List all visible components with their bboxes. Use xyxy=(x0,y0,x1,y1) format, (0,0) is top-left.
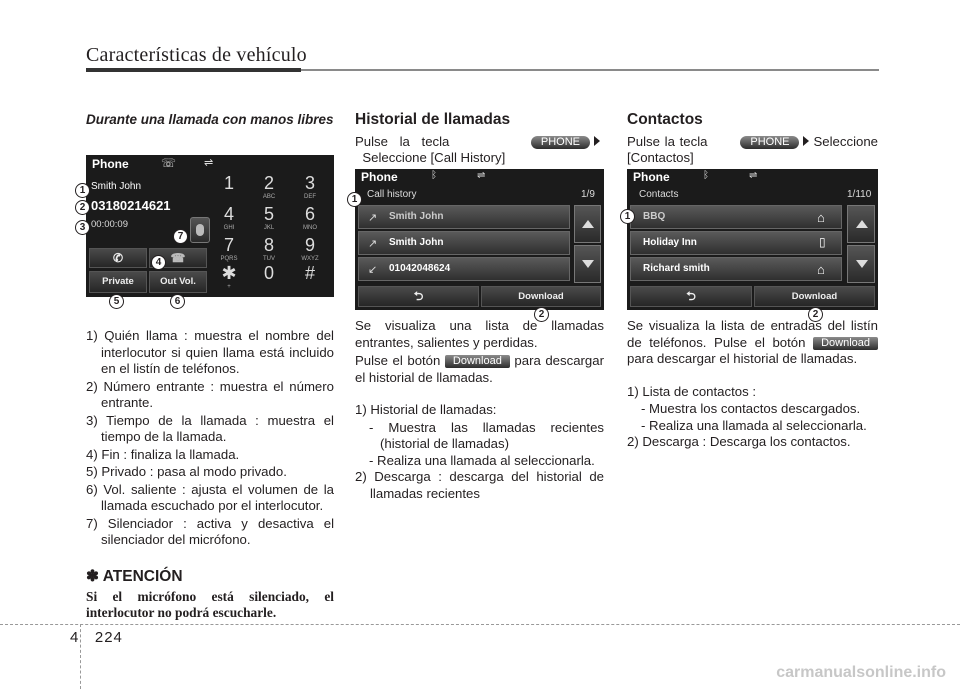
key-digit: ✱ xyxy=(221,263,237,283)
key-digit: 8 xyxy=(263,235,274,255)
section-heading-hands-free: Durante una llamada con manos libres xyxy=(86,112,334,127)
key-letters: MNO xyxy=(303,225,317,231)
scroll-up-button[interactable] xyxy=(574,205,601,243)
microphone-icon xyxy=(196,224,204,236)
intro-text-after: Seleccione [Call History] xyxy=(362,150,506,165)
arrow-right-icon xyxy=(803,136,809,146)
keypad-key[interactable] xyxy=(295,204,325,231)
list-item: 7) Silenciador : activa y desactiva el silenciador del micrófono. xyxy=(86,515,334,547)
end-call-button[interactable]: ☎ xyxy=(149,248,207,268)
watermark: carmanualsonline.info xyxy=(776,664,946,681)
mobile-icon: ▯ xyxy=(819,235,826,249)
description-text: Se visualiza una lista de llamadas entrantes, salientes y perdidas. xyxy=(355,318,604,350)
download-key-badge: Download xyxy=(445,355,510,368)
description-text: Se visualiza la lista de entradas del listín de teléfonos. Pulse el botón xyxy=(627,318,878,350)
intro-text: Pulse la tecla xyxy=(627,133,708,149)
download-button[interactable]: Download xyxy=(481,286,601,307)
list-item[interactable]: Smith John xyxy=(358,205,570,229)
call-icon: ↗ xyxy=(368,212,378,224)
back-button[interactable]: ⮌ xyxy=(358,286,479,307)
usb-icon: ⇌ xyxy=(749,170,758,181)
arrow-up-icon xyxy=(856,220,868,228)
key-digit: # xyxy=(304,263,315,283)
key-digit: 9 xyxy=(304,235,315,255)
callout-5: 5 xyxy=(109,294,124,309)
callout-2: 2 xyxy=(75,200,90,215)
screen-title: Phone xyxy=(633,170,670,184)
callout-3: 3 xyxy=(75,220,90,235)
key-digit: 0 xyxy=(263,263,274,283)
download-key-badge: Download xyxy=(813,337,878,350)
section-heading-call-history: Historial de llamadas xyxy=(355,111,511,128)
keypad-key[interactable] xyxy=(214,235,244,262)
screen-subtitle: Contacts xyxy=(639,189,679,200)
callout-2: 2 xyxy=(808,307,823,322)
page-header-title: Características de vehículo xyxy=(86,44,307,66)
section-heading-contacts: Contactos xyxy=(627,111,703,128)
usb-icon: ⇌ xyxy=(204,157,214,169)
keypad-key[interactable] xyxy=(295,173,325,200)
list-item: 1) Quién llama : muestra el nombre del interlocutor si quien llama está incluido en el listín de teléfonos. xyxy=(86,328,334,376)
call-duration: 00:00:09 xyxy=(91,219,128,230)
incoming-number: 03180214621 xyxy=(91,198,171,213)
key-letters: JKL xyxy=(263,225,275,231)
callout-6: 6 xyxy=(170,294,185,309)
warning-body: Si el micrófono está silenciado, el interlocutor no podrá escucharle. xyxy=(86,589,334,620)
list-item: 3) Tiempo de la llamada : muestra el tiempo de la llamada. xyxy=(86,412,334,444)
column-contacts xyxy=(627,112,878,167)
list-item[interactable]: Holiday Inn xyxy=(630,231,842,255)
column-hands-free xyxy=(86,112,334,128)
out-vol-button[interactable]: Out Vol. xyxy=(149,271,207,293)
list-item[interactable]: 01042048624 xyxy=(358,257,570,281)
keypad-key[interactable] xyxy=(295,263,325,284)
column-call-history xyxy=(355,112,604,167)
key-digit: 1 xyxy=(223,173,234,193)
keypad-key[interactable] xyxy=(254,173,284,200)
header-rule xyxy=(86,69,879,71)
screen-subtitle: Call history xyxy=(367,189,417,200)
phone-key-badge: PHONE xyxy=(740,136,799,149)
hands-free-screen xyxy=(86,155,334,297)
callout-1: 1 xyxy=(620,209,635,224)
list-subitem: - Muestra las llamadas recientes (historial de llamadas) xyxy=(369,419,604,451)
callout-2: 2 xyxy=(534,307,549,322)
key-letters: DEF xyxy=(304,194,316,200)
keypad-key[interactable] xyxy=(254,204,284,231)
scroll-down-button[interactable] xyxy=(847,245,875,283)
intro-text: Pulse la tecla xyxy=(355,133,450,149)
key-letters: + xyxy=(227,284,231,290)
list-item[interactable]: BBQ xyxy=(630,205,842,229)
arrow-down-icon xyxy=(582,260,594,268)
callout-4: 4 xyxy=(151,255,166,270)
call-icon: ↙ xyxy=(368,264,378,276)
home-icon: ⌂ xyxy=(817,210,825,225)
key-digit: 3 xyxy=(304,173,315,193)
key-letters: GHI xyxy=(223,225,235,231)
list-subitem: - Muestra los contactos descargados. xyxy=(641,401,861,416)
key-letters: TUV xyxy=(263,256,275,262)
screen-title: Phone xyxy=(92,157,129,171)
page-indicator: 1/110 xyxy=(847,189,872,200)
contacts-screen xyxy=(627,169,878,310)
keypad-key[interactable] xyxy=(214,263,244,290)
call-history-screen xyxy=(355,169,604,310)
page-indicator: 1/9 xyxy=(581,189,595,200)
bluetooth-icon: ᛒ xyxy=(431,170,437,181)
button-text: Pulse el botón xyxy=(355,353,441,368)
keypad-key[interactable] xyxy=(254,263,284,284)
screen-title: Phone xyxy=(361,170,398,184)
keypad-key[interactable] xyxy=(214,204,244,231)
private-button[interactable]: Private xyxy=(89,271,147,293)
download-button[interactable]: Download xyxy=(754,286,875,307)
list-subitem: - Realiza una llamada al seleccionarla. xyxy=(369,452,595,468)
list-item: 2) Descarga : Descarga los contactos. xyxy=(627,434,851,449)
arrow-up-icon xyxy=(582,220,594,228)
footer-rule xyxy=(0,624,960,625)
chapter-number: 4 xyxy=(70,629,80,646)
warning-title: ✽ ATENCIÓN xyxy=(86,567,183,585)
caller-name: Smith John xyxy=(91,181,142,192)
list-item: 1) Historial de llamadas: xyxy=(355,402,497,417)
list-item: 1) Lista de contactos : xyxy=(627,383,757,399)
list-item: 5) Privado : pasa al modo privado. xyxy=(86,464,287,479)
key-letters: WXYZ xyxy=(301,256,319,262)
call-history-description xyxy=(355,318,604,503)
key-letters: ABC xyxy=(262,194,276,200)
key-digit: 2 xyxy=(263,173,274,193)
home-icon: ⌂ xyxy=(817,262,825,277)
page-number xyxy=(70,629,123,646)
call-icon: ↗ xyxy=(368,238,378,250)
list-subitem: - Realiza una llamada al seleccionarla. xyxy=(641,417,867,433)
button-text-after: para descargar el historial de llamadas. xyxy=(355,353,604,385)
arrow-right-icon xyxy=(594,136,600,146)
back-button[interactable]: ⮌ xyxy=(630,286,752,307)
phone-key-badge: PHONE xyxy=(531,136,590,149)
keypad-key[interactable] xyxy=(295,235,325,262)
mute-button[interactable] xyxy=(190,217,210,243)
list-item: 2) Número entrante : muestra el número entrante. xyxy=(86,378,334,410)
callout-7: 7 xyxy=(173,229,188,244)
list-item[interactable]: Richard smith xyxy=(630,257,842,281)
list-item[interactable]: Smith John xyxy=(358,231,570,255)
arrow-down-icon xyxy=(856,260,868,268)
list-item: 6) Vol. saliente : ajusta el volumen de la llamada escuchado por el interlocutor. xyxy=(86,481,334,513)
bluetooth-icon: ᛒ xyxy=(703,170,709,181)
contacts-description xyxy=(627,318,878,452)
page-number-value: 224 xyxy=(94,629,123,646)
list-item: 4) Fin : finaliza la llamada. xyxy=(86,446,240,462)
intro-text-after: Seleccione [Contactos] xyxy=(627,133,878,165)
usb-icon: ⇌ xyxy=(477,170,486,181)
key-digit: 6 xyxy=(304,204,315,224)
key-digit: 4 xyxy=(223,204,234,224)
key-letters: PQRS xyxy=(220,256,238,262)
list-item: 2) Descarga : descarga del historial de llamadas recientes xyxy=(355,469,604,501)
answer-button[interactable]: ✆ xyxy=(89,248,147,268)
keypad-key[interactable] xyxy=(214,173,244,194)
scroll-down-button[interactable] xyxy=(574,245,601,283)
description-text-after: para descargar el historial de llamadas. xyxy=(627,351,858,366)
callout-1: 1 xyxy=(75,183,90,198)
key-digit: 5 xyxy=(263,204,274,224)
hands-free-description xyxy=(86,328,334,621)
keypad-key[interactable] xyxy=(254,235,284,262)
key-digit: 7 xyxy=(223,235,234,255)
handset-icon: ☏ xyxy=(161,156,177,170)
callout-1: 1 xyxy=(347,192,362,207)
scroll-up-button[interactable] xyxy=(847,205,875,243)
